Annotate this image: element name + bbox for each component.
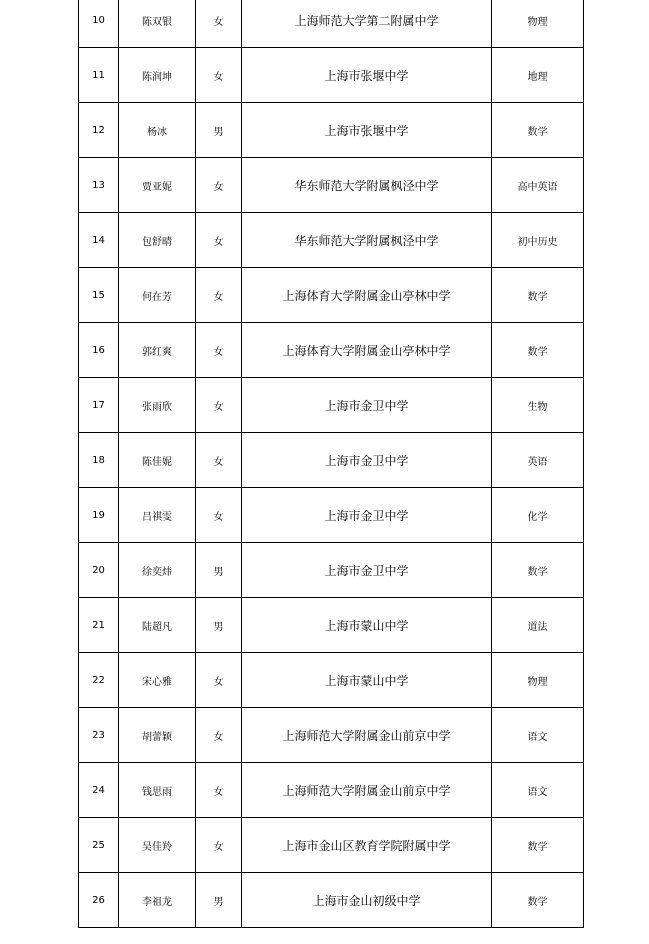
- subject: 道法: [492, 598, 584, 653]
- table-row: [79, 158, 584, 213]
- school-name: 上海市张堰中学: [242, 48, 492, 103]
- teacher-name: 郭红爽: [119, 323, 196, 378]
- teacher-name: 陈双银: [119, 0, 196, 48]
- school-name: 上海市金卫中学: [242, 488, 492, 543]
- teacher-name: 陈佳妮: [119, 433, 196, 488]
- subject: 语文: [492, 708, 584, 763]
- gender: 女: [196, 653, 242, 708]
- table-row: [79, 708, 584, 763]
- teacher-name: 陆超凡: [119, 598, 196, 653]
- school-name: 上海市金山初级中学: [242, 873, 492, 928]
- teacher-name: 张雨欣: [119, 378, 196, 433]
- gender: 女: [196, 488, 242, 543]
- gender: 女: [196, 213, 242, 268]
- table-row: [79, 213, 584, 268]
- gender: 男: [196, 543, 242, 598]
- row-number: 12: [79, 103, 119, 158]
- school-name: 上海市金卫中学: [242, 433, 492, 488]
- subject: 英语: [492, 433, 584, 488]
- subject: 高中英语: [492, 158, 584, 213]
- subject: 化学: [492, 488, 584, 543]
- row-number: 18: [79, 433, 119, 488]
- row-number: 11: [79, 48, 119, 103]
- table-row: [79, 378, 584, 433]
- table-row: [79, 763, 584, 818]
- teacher-name: 何在芳: [119, 268, 196, 323]
- teacher-name: 陈润坤: [119, 48, 196, 103]
- subject: 数学: [492, 873, 584, 928]
- table-row: [79, 268, 584, 323]
- school-name: 上海师范大学附属金山前京中学: [242, 708, 492, 763]
- school-name: 上海市金卫中学: [242, 378, 492, 433]
- gender: 女: [196, 0, 242, 48]
- table-row: [79, 433, 584, 488]
- school-name: 华东师范大学附属枫泾中学: [242, 158, 492, 213]
- row-number: 19: [79, 488, 119, 543]
- gender: 女: [196, 323, 242, 378]
- teacher-name: 宋心雅: [119, 653, 196, 708]
- subject: 数学: [492, 323, 584, 378]
- row-number: 24: [79, 763, 119, 818]
- row-number: 15: [79, 268, 119, 323]
- table-row: [79, 653, 584, 708]
- subject: 物理: [492, 0, 584, 48]
- row-number: 17: [79, 378, 119, 433]
- teacher-name: 钱思雨: [119, 763, 196, 818]
- gender: 女: [196, 433, 242, 488]
- table-row: [79, 103, 584, 158]
- school-name: 上海市张堰中学: [242, 103, 492, 158]
- gender: 男: [196, 598, 242, 653]
- row-number: 14: [79, 213, 119, 268]
- row-number: 22: [79, 653, 119, 708]
- table-row: [79, 0, 584, 48]
- school-name: 上海体育大学附属金山亭林中学: [242, 268, 492, 323]
- teacher-name: 吴佳羚: [119, 818, 196, 873]
- gender: 男: [196, 873, 242, 928]
- row-number: 26: [79, 873, 119, 928]
- gender: 女: [196, 268, 242, 323]
- table-row: [79, 543, 584, 598]
- gender: 女: [196, 708, 242, 763]
- teacher-name: 李祖龙: [119, 873, 196, 928]
- subject: 生物: [492, 378, 584, 433]
- table-row: [79, 818, 584, 873]
- subject: 地理: [492, 48, 584, 103]
- row-number: 16: [79, 323, 119, 378]
- row-number: 13: [79, 158, 119, 213]
- school-name: 上海师范大学第二附属中学: [242, 0, 492, 48]
- school-name: 上海市金山区教育学院附属中学: [242, 818, 492, 873]
- subject: 数学: [492, 268, 584, 323]
- table-row: [79, 873, 584, 928]
- teacher-name: 包舒晴: [119, 213, 196, 268]
- school-name: 华东师范大学附属枫泾中学: [242, 213, 492, 268]
- teacher-name: 胡蕾颖: [119, 708, 196, 763]
- subject: 数学: [492, 818, 584, 873]
- gender: 女: [196, 763, 242, 818]
- school-name: 上海市蒙山中学: [242, 653, 492, 708]
- teacher-name: 吕祺雯: [119, 488, 196, 543]
- subject: 数学: [492, 543, 584, 598]
- gender: 女: [196, 158, 242, 213]
- school-name: 上海市蒙山中学: [242, 598, 492, 653]
- gender: 女: [196, 378, 242, 433]
- school-name: 上海师范大学附属金山前京中学: [242, 763, 492, 818]
- gender: 男: [196, 103, 242, 158]
- teacher-name: 杨冰: [119, 103, 196, 158]
- row-number: 25: [79, 818, 119, 873]
- roster-body: [79, 0, 584, 928]
- subject: 数学: [492, 103, 584, 158]
- subject: 初中历史: [492, 213, 584, 268]
- row-number: 20: [79, 543, 119, 598]
- teacher-roster-table: [78, 0, 584, 928]
- school-name: 上海体育大学附属金山亭林中学: [242, 323, 492, 378]
- gender: 女: [196, 48, 242, 103]
- subject: 物理: [492, 653, 584, 708]
- row-number: 10: [79, 0, 119, 48]
- row-number: 21: [79, 598, 119, 653]
- school-name: 上海市金卫中学: [242, 543, 492, 598]
- subject: 语文: [492, 763, 584, 818]
- table-row: [79, 48, 584, 103]
- gender: 女: [196, 818, 242, 873]
- teacher-name: 贾亚妮: [119, 158, 196, 213]
- table-row: [79, 598, 584, 653]
- table-row: [79, 488, 584, 543]
- teacher-name: 徐奕炜: [119, 543, 196, 598]
- table-row: [79, 323, 584, 378]
- row-number: 23: [79, 708, 119, 763]
